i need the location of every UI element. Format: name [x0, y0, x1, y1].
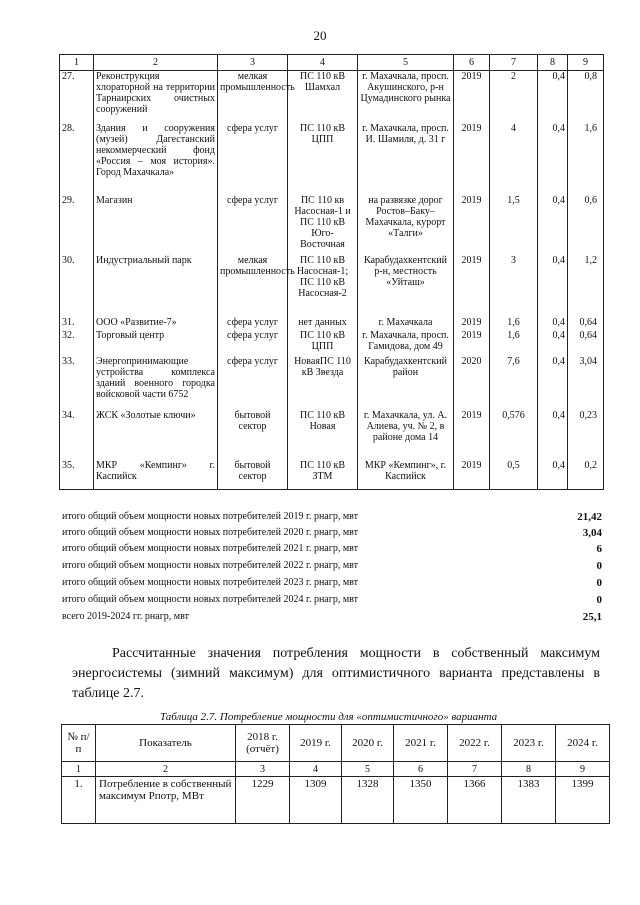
table-row: [60, 317, 604, 330]
row-number: 28.: [60, 123, 94, 195]
table-row: [60, 123, 604, 195]
column-header: 2: [94, 55, 218, 71]
column-header: 7: [490, 55, 538, 71]
column-header: 6: [454, 55, 490, 71]
column-number: 1: [62, 762, 96, 777]
substation-cell: нет данных: [288, 317, 358, 330]
column-number: 3: [236, 762, 290, 777]
power-consumption-table: [61, 724, 610, 824]
column-header: 2021 г.: [394, 725, 448, 762]
coefficient-cell: 0,4: [538, 71, 568, 123]
address-cell: на развязке дорог Ростов–Баку–Махачкала, курорт «Талги»: [358, 195, 454, 255]
total-value: 3,04: [582, 527, 602, 539]
address-cell: г. Махачкала: [358, 317, 454, 330]
object-name: Здания и сооружения (музей) Дагестанский некоммерческий фонд «Россия – моя история». Город Махачкала»: [94, 123, 218, 195]
load-cell: 0,6: [568, 195, 604, 255]
value-cell: 1383: [502, 777, 556, 824]
sector-cell: бытовой сектор: [218, 460, 288, 490]
column-header: 2022 г.: [448, 725, 502, 762]
row-number: 29.: [60, 195, 94, 255]
object-name: ЖСК «Золотые ключи»: [94, 410, 218, 460]
substation-cell: НоваяПС 110 кВ Звезда: [288, 356, 358, 410]
load-cell: 0,64: [568, 330, 604, 356]
column-header: 8: [538, 55, 568, 71]
object-name: Энергопринимающие устройства комплекса зданий военного городка войсковой части 6752: [94, 356, 218, 410]
table-header-row: [62, 725, 610, 762]
total-value: 0: [596, 560, 602, 572]
substation-cell: ПС 110 кВ Новая: [288, 410, 358, 460]
row-number: 34.: [60, 410, 94, 460]
table-caption: Таблица 2.7. Потребление мощности для «оптимистичного» варианта: [160, 711, 498, 723]
address-cell: г. Махачкала, ул. А. Алиева, уч. № 2, в районе дома 14: [358, 410, 454, 460]
column-header: 5: [358, 55, 454, 71]
row-number: 33.: [60, 356, 94, 410]
total-label: итого общий объем мощности новых потребителей 2024 г. рнагр, мвт: [62, 594, 359, 605]
year-cell: 2019: [454, 255, 490, 317]
total-label: всего 2019-2024 гг. рнагр, мвт: [62, 611, 189, 622]
table-row: [60, 410, 604, 460]
total-label: итого общий объем мощности новых потребителей 2021 г. рнагр, мвт: [62, 543, 359, 554]
column-number: 6: [394, 762, 448, 777]
column-number: 2: [96, 762, 236, 777]
value-cell: 1309: [290, 777, 342, 824]
sector-cell: мелкая промышленность: [218, 71, 288, 123]
year-cell: 2019: [454, 410, 490, 460]
coefficient-cell: 0,4: [538, 317, 568, 330]
coefficient-cell: 0,4: [538, 460, 568, 490]
power-cell: 1,6: [490, 330, 538, 356]
column-header: 2019 г.: [290, 725, 342, 762]
object-name: Реконструкция хлораторной на территории Тарнаирских очистных сооружений: [94, 71, 218, 123]
power-cell: 1,5: [490, 195, 538, 255]
page-number: 20: [313, 28, 327, 43]
year-cell: 2019: [454, 317, 490, 330]
column-header: 4: [288, 55, 358, 71]
sector-cell: сфера услуг: [218, 195, 288, 255]
power-cell: 1,6: [490, 317, 538, 330]
coefficient-cell: 0,4: [538, 410, 568, 460]
column-number: 4: [290, 762, 342, 777]
column-header: 9: [568, 55, 604, 71]
column-number: 5: [342, 762, 394, 777]
total-value: 0: [596, 577, 602, 589]
load-cell: 3,04: [568, 356, 604, 410]
total-line: [62, 610, 602, 624]
year-cell: 2019: [454, 195, 490, 255]
sector-cell: бытовой сектор: [218, 410, 288, 460]
year-cell: 2019: [454, 330, 490, 356]
total-label: итого общий объем мощности новых потребителей 2023 г. рнагр, мвт: [62, 577, 359, 588]
substation-cell: ПС 110 кв Насосная-1 и ПС 110 кВ Юго-Восточная: [288, 195, 358, 255]
total-line: [62, 542, 602, 556]
column-header: 2018 г. (отчёт): [236, 725, 290, 762]
substation-cell: ПС 110 кВ ЦПП: [288, 123, 358, 195]
year-cell: 2019: [454, 460, 490, 490]
coefficient-cell: 0,4: [538, 123, 568, 195]
power-cell: 7,6: [490, 356, 538, 410]
row-number: 31.: [60, 317, 94, 330]
value-cell: 1399: [556, 777, 610, 824]
body-paragraph: Рассчитанные значения потребления мощности в собственный максимум энергосистемы (зимний максимум) для оптимистичного варианта представлены в таблице 2.7.: [72, 646, 600, 701]
column-header: 2024 г.: [556, 725, 610, 762]
consumers-table: [59, 54, 604, 490]
table-row: [60, 195, 604, 255]
column-number: 8: [502, 762, 556, 777]
coefficient-cell: 0,4: [538, 356, 568, 410]
address-cell: Карабудахкентский район: [358, 356, 454, 410]
load-cell: 1,2: [568, 255, 604, 317]
total-value: 6: [596, 543, 602, 555]
column-header: № п/п: [62, 725, 96, 762]
total-value: 21,42: [577, 511, 602, 523]
address-cell: Карабудахкентский р-н, местность «Уйташ»: [358, 255, 454, 317]
sector-cell: сфера услуг: [218, 317, 288, 330]
value-cell: 1328: [342, 777, 394, 824]
load-cell: 0,2: [568, 460, 604, 490]
substation-cell: ПС 110 кВ ЦПП: [288, 330, 358, 356]
load-cell: 0,23: [568, 410, 604, 460]
column-number: 9: [556, 762, 610, 777]
year-cell: 2019: [454, 71, 490, 123]
table-row: [60, 255, 604, 317]
address-cell: г. Махачкала, просп. И. Шамиля, д. 31 г: [358, 123, 454, 195]
substation-cell: ПС 110 кВ Насосная-1; ПС 110 кВ Насосная-2: [288, 255, 358, 317]
power-cell: 2: [490, 71, 538, 123]
year-cell: 2019: [454, 123, 490, 195]
power-cell: 4: [490, 123, 538, 195]
value-cell: 1366: [448, 777, 502, 824]
address-cell: г. Махачкала, просп. Гамидова, дом 49: [358, 330, 454, 356]
load-cell: 0,8: [568, 71, 604, 123]
power-cell: 0,576: [490, 410, 538, 460]
total-value: 25,1: [582, 611, 602, 623]
substation-cell: ПС 110 кВ ЗТМ: [288, 460, 358, 490]
column-header: 3: [218, 55, 288, 71]
power-cell: 3: [490, 255, 538, 317]
table-row: [60, 356, 604, 410]
total-line: [62, 510, 602, 524]
table-header-row: [60, 55, 604, 71]
total-line: [62, 559, 602, 573]
row-number: 1.: [62, 777, 96, 824]
total-label: итого общий объем мощности новых потребителей 2019 г. рнагр, мвт: [62, 511, 359, 522]
coefficient-cell: 0,4: [538, 330, 568, 356]
power-cell: 0,5: [490, 460, 538, 490]
load-cell: 0,64: [568, 317, 604, 330]
value-cell: 1229: [236, 777, 290, 824]
address-cell: г. Махачкала, просп. Акушинского, р-н Цумадинского рынка: [358, 71, 454, 123]
total-line: [62, 576, 602, 590]
address-cell: МКР «Кемпинг», г. Каспийск: [358, 460, 454, 490]
total-line: [62, 526, 602, 540]
indicator-name: Потребление в собственный максимум Рпотр, МВт: [96, 777, 236, 824]
object-name: ООО «Развитие-7»: [94, 317, 218, 330]
load-cell: 1,6: [568, 123, 604, 195]
column-number-row: [62, 762, 610, 777]
sector-cell: сфера услуг: [218, 356, 288, 410]
object-name: Индустриальный парк: [94, 255, 218, 317]
coefficient-cell: 0,4: [538, 195, 568, 255]
row-number: 32.: [60, 330, 94, 356]
row-number: 27.: [60, 71, 94, 123]
table-row: [60, 460, 604, 490]
object-name: МКР «Кемпинг» г. Каспийск: [94, 460, 218, 490]
column-header: 1: [60, 55, 94, 71]
object-name: Магазин: [94, 195, 218, 255]
sector-cell: сфера услуг: [218, 123, 288, 195]
table-row: [60, 330, 604, 356]
table-row: [62, 777, 610, 824]
value-cell: 1350: [394, 777, 448, 824]
total-label: итого общий объем мощности новых потребителей 2020 г. рнагр, мвт: [62, 527, 359, 538]
total-value: 0: [596, 594, 602, 606]
column-number: 7: [448, 762, 502, 777]
coefficient-cell: 0,4: [538, 255, 568, 317]
row-number: 35.: [60, 460, 94, 490]
table-row: [60, 71, 604, 123]
substation-cell: ПС 110 кВ Шамхал: [288, 71, 358, 123]
year-cell: 2020: [454, 356, 490, 410]
row-number: 30.: [60, 255, 94, 317]
column-header: 2020 г.: [342, 725, 394, 762]
column-header: 2023 г.: [502, 725, 556, 762]
total-line: [62, 593, 602, 607]
sector-cell: сфера услуг: [218, 330, 288, 356]
column-header: Показатель: [96, 725, 236, 762]
object-name: Торговый центр: [94, 330, 218, 356]
total-label: итого общий объем мощности новых потребителей 2022 г. рнагр, мвт: [62, 560, 359, 571]
sector-cell: мелкая промышленность: [218, 255, 288, 317]
